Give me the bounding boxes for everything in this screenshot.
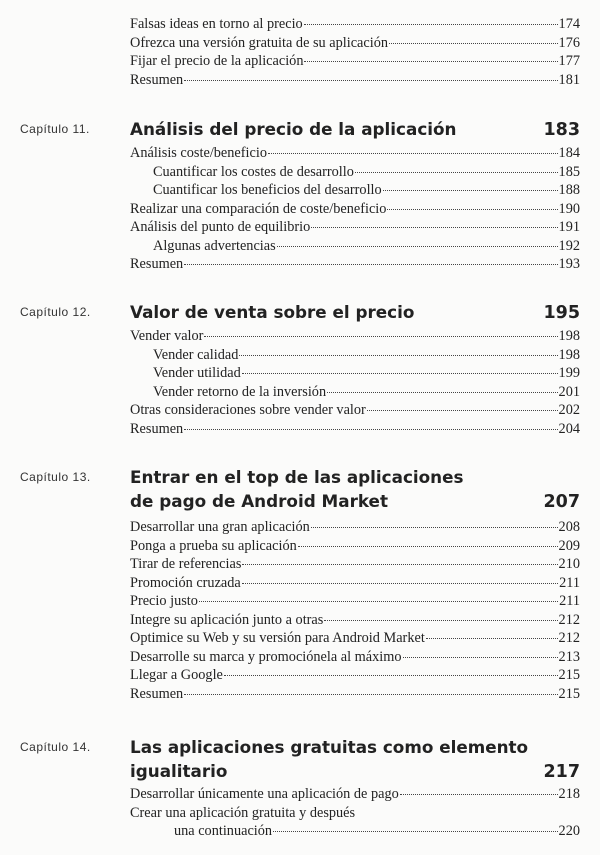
dot-leader — [304, 24, 558, 25]
chapter-title-line: igualitario — [130, 761, 228, 781]
toc-entry-title: Cuantificar los beneficios del desarrollo — [153, 182, 382, 198]
toc-entry-title: Vender valor — [130, 328, 204, 344]
dot-leader — [311, 527, 558, 528]
toc-entry-title: Tirar de referencias — [130, 556, 242, 572]
dot-leader — [199, 601, 558, 602]
toc-entry — [130, 237, 580, 256]
toc-entry-title: Optimice su Web y su versión para Android Market — [130, 630, 425, 646]
dot-leader — [389, 43, 558, 44]
toc-entry-page: 185 — [558, 163, 580, 180]
toc-entry-title: Precio justo — [130, 593, 198, 609]
toc-entry — [130, 785, 580, 804]
toc-entry-page: 176 — [558, 34, 580, 51]
chapter-label: Capítulo 11. — [20, 122, 90, 136]
dot-leader — [387, 209, 557, 210]
toc-entry — [130, 181, 580, 200]
toc-entry — [130, 537, 580, 556]
toc-entry-title: Integre su aplicación junto a otras — [130, 611, 324, 628]
chapter-title-line: Análisis del precio de la aplicación — [130, 119, 457, 139]
dot-leader — [184, 694, 557, 695]
toc-entry-page: 201 — [558, 383, 580, 400]
dot-leader — [355, 172, 558, 173]
dot-leader — [224, 675, 558, 676]
toc-entry-page: 211 — [559, 593, 580, 609]
toc-entry — [130, 822, 580, 841]
toc-entry-page: 212 — [558, 630, 580, 646]
toc-entry-title: Otras consideraciones sobre vender valor — [130, 402, 366, 418]
toc-entry-page: 190 — [558, 200, 580, 217]
chapter-title — [130, 117, 580, 142]
toc-entry-title: Vender calidad — [153, 346, 239, 363]
toc-entry-page: 188 — [558, 182, 580, 198]
toc-entry-title: Análisis coste/beneficio — [130, 145, 267, 161]
toc-entry-title: Vender retorno de la inversión — [153, 383, 327, 400]
dot-leader — [273, 831, 557, 832]
chapter-title-line: de pago de Android Market — [130, 491, 388, 511]
chapter-page-number: 207 — [543, 492, 580, 512]
dot-leader — [324, 620, 557, 621]
chapter-title — [130, 735, 580, 784]
toc-entry-title: Llegar a Google — [130, 667, 223, 683]
dot-leader — [184, 80, 557, 81]
toc-entry-page: 193 — [558, 256, 580, 272]
chapter-page-number: 183 — [543, 120, 580, 140]
toc-entry-title: Resumen — [130, 256, 184, 272]
toc-entry-page: 198 — [558, 328, 580, 344]
toc-entry-page: 211 — [559, 574, 580, 591]
chapter-label: Capítulo 14. — [20, 740, 91, 754]
dot-leader — [367, 410, 558, 411]
toc-entry — [130, 346, 580, 365]
toc-entry — [130, 401, 580, 420]
toc-entry-page: 184 — [558, 145, 580, 161]
toc-entry-page: 208 — [558, 519, 580, 535]
toc-entry-page: 212 — [558, 611, 580, 628]
dot-leader — [277, 246, 558, 247]
toc-entry-page: 204 — [558, 420, 580, 437]
toc-entry-page: 174 — [558, 16, 580, 32]
chapter-label: Capítulo 13. — [20, 470, 91, 484]
toc-entry — [130, 804, 580, 823]
toc-entry — [130, 144, 580, 163]
dot-leader — [268, 153, 558, 154]
toc-entry-page: 199 — [558, 365, 580, 381]
chapter-title-line: Las aplicaciones gratuitas como elemento — [130, 737, 529, 757]
toc-entry-title: Resumen — [130, 420, 184, 437]
toc-entry — [130, 327, 580, 346]
dot-leader — [383, 190, 558, 191]
toc-entry — [130, 420, 580, 439]
toc-entry — [130, 518, 580, 537]
toc-entry-title: Resumen — [130, 685, 184, 702]
dot-leader — [239, 355, 557, 356]
toc-entry — [130, 574, 580, 593]
chapter-title — [130, 465, 580, 514]
toc-entry — [130, 52, 580, 71]
toc-entry — [130, 34, 580, 53]
dot-leader — [184, 264, 557, 265]
chapter-entries — [130, 327, 580, 438]
toc-entry-title: Falsas ideas en torno al precio — [130, 16, 303, 32]
toc-entry-title: Realizar una comparación de coste/beneficio — [130, 200, 387, 217]
chapter-label: Capítulo 12. — [20, 305, 91, 319]
toc-entry-page: 215 — [558, 685, 580, 702]
toc-entry — [130, 685, 580, 704]
chapter-title-line: Valor de venta sobre el precio — [130, 302, 415, 322]
toc-entry-page: 181 — [558, 71, 580, 88]
toc-entry — [130, 255, 580, 274]
toc-entry-title: Ofrezca una versión gratuita de su aplicación — [130, 34, 389, 51]
dot-leader — [242, 583, 558, 584]
chapter-title — [130, 300, 580, 325]
toc-entry-page: 202 — [558, 402, 580, 418]
dot-leader — [298, 546, 558, 547]
toc-entry — [130, 629, 580, 648]
toc-entry — [130, 364, 580, 383]
dot-leader — [204, 336, 557, 337]
toc-entry — [130, 383, 580, 402]
toc-entry — [130, 15, 580, 34]
toc-entry — [130, 218, 580, 237]
toc-entry-title: una continuación — [174, 823, 273, 839]
toc-entry — [130, 555, 580, 574]
chapter-title-line: Entrar en el top de las aplicaciones — [130, 467, 464, 487]
dot-leader — [400, 794, 558, 795]
chapter-page-number: 217 — [543, 762, 580, 782]
chapter-entries — [130, 785, 580, 841]
toc-entry-page: 177 — [558, 53, 580, 69]
dot-leader — [311, 227, 557, 228]
toc-entry-page: 210 — [558, 556, 580, 572]
toc-entry-page: 213 — [558, 648, 580, 665]
toc-entry-page: 191 — [558, 219, 580, 235]
dot-leader — [184, 429, 557, 430]
toc-entry-page: 215 — [558, 667, 580, 683]
dot-leader — [327, 392, 557, 393]
toc-entry — [130, 648, 580, 667]
toc-entry-page: 218 — [558, 786, 580, 802]
dot-leader — [426, 638, 558, 639]
toc-entry-page: 198 — [558, 346, 580, 363]
toc-entry-title: Desarrolle su marca y promociónela al máximo — [130, 648, 402, 665]
dot-leader — [304, 61, 557, 62]
chapter-entries — [130, 518, 580, 703]
dot-leader — [242, 373, 558, 374]
toc-entry-title: Desarrollar una gran aplicación — [130, 519, 310, 535]
toc-entry — [130, 666, 580, 685]
toc-entry-title: Resumen — [130, 71, 184, 88]
chapter-entries — [130, 144, 580, 274]
toc-entry — [130, 71, 580, 90]
toc-entry-page: 192 — [558, 237, 580, 254]
dot-leader — [403, 657, 558, 658]
toc-entries-continued — [130, 15, 580, 89]
toc-entry — [130, 200, 580, 219]
toc-entry — [130, 163, 580, 182]
chapter-page-number: 195 — [543, 303, 580, 323]
toc-entry-title: Promoción cruzada — [130, 574, 241, 591]
dot-leader — [242, 564, 557, 565]
toc-entry-page: 209 — [558, 537, 580, 554]
toc-entry-title: Ponga a prueba su aplicación — [130, 537, 297, 554]
toc-entry-title: Desarrollar únicamente una aplicación de pago — [130, 786, 399, 802]
toc-entry-title: Fijar el precio de la aplicación — [130, 53, 304, 69]
toc-entry-title: Vender utilidad — [153, 365, 241, 381]
toc-entry-title: Algunas advertencias — [153, 237, 276, 254]
toc-entry — [130, 611, 580, 630]
toc-entry-title: Crear una aplicación gratuita y después — [130, 804, 356, 821]
toc-entry-title: Análisis del punto de equilibrio — [130, 219, 311, 235]
toc-entry — [130, 592, 580, 611]
toc-entry-page: 220 — [558, 823, 580, 839]
toc-entry-title: Cuantificar los costes de desarrollo — [153, 163, 354, 180]
